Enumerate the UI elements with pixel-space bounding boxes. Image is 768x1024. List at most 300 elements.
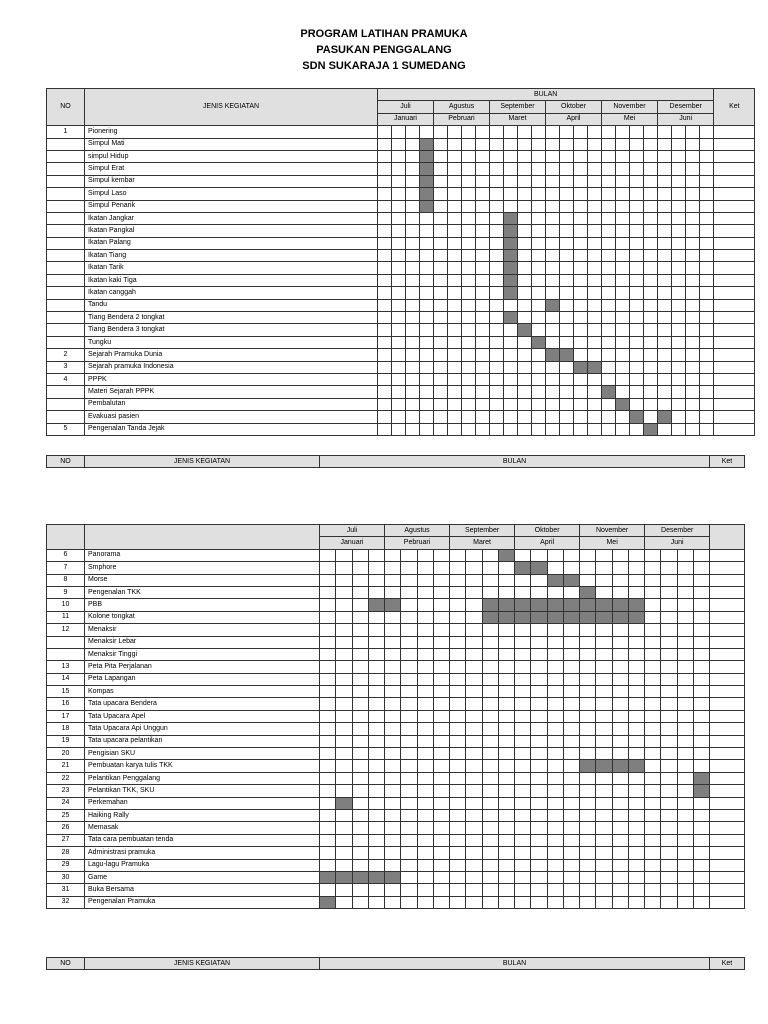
week-cell	[628, 871, 644, 883]
week-cell	[531, 785, 547, 797]
week-cell	[434, 212, 448, 224]
week-cell	[672, 398, 686, 410]
footer-ket: Ket	[710, 958, 745, 970]
week-cell	[406, 175, 420, 187]
week-cell	[630, 126, 644, 138]
scheduled-week-cell	[385, 599, 401, 611]
table-row	[47, 361, 755, 373]
week-cell	[686, 336, 700, 348]
week-cell	[628, 896, 644, 908]
week-cell	[320, 599, 336, 611]
table-row	[47, 772, 745, 784]
week-cell	[645, 562, 661, 574]
ket-cell	[710, 624, 745, 636]
week-cell	[645, 785, 661, 797]
week-cell	[612, 797, 628, 809]
week-cell	[482, 636, 498, 648]
week-cell	[515, 710, 531, 722]
week-cell	[672, 188, 686, 200]
week-cell	[693, 710, 709, 722]
week-cell	[378, 262, 392, 274]
week-cell	[385, 847, 401, 859]
week-cell	[616, 188, 630, 200]
week-cell	[368, 611, 384, 623]
week-cell	[532, 274, 546, 286]
table-row	[47, 287, 755, 299]
week-cell	[518, 274, 532, 286]
week-cell	[560, 250, 574, 262]
week-cell	[434, 287, 448, 299]
week-cell	[352, 661, 368, 673]
week-cell	[385, 661, 401, 673]
week-cell	[602, 150, 616, 162]
activity-name: Pelantikan TKK, SKU	[85, 785, 320, 797]
week-cell	[490, 361, 504, 373]
week-cell	[574, 324, 588, 336]
week-cell	[563, 822, 579, 834]
week-cell	[518, 175, 532, 187]
week-cell	[580, 562, 596, 574]
row-number	[47, 336, 85, 348]
week-cell	[661, 562, 677, 574]
week-cell	[320, 586, 336, 598]
week-cell	[677, 859, 693, 871]
week-cell	[672, 386, 686, 398]
ket-cell	[710, 809, 745, 821]
month-header: Desember	[645, 525, 710, 537]
week-cell	[406, 361, 420, 373]
week-cell	[515, 797, 531, 809]
week-cell	[434, 250, 448, 262]
week-cell	[417, 772, 433, 784]
week-cell	[658, 349, 672, 361]
week-cell	[482, 748, 498, 760]
week-cell	[602, 336, 616, 348]
scheduled-week-cell	[498, 599, 514, 611]
row-number	[47, 312, 85, 324]
week-cell	[434, 324, 448, 336]
week-cell	[401, 636, 417, 648]
week-cell	[320, 636, 336, 648]
week-cell	[352, 834, 368, 846]
week-cell	[368, 859, 384, 871]
week-cell	[560, 423, 574, 435]
week-cell	[560, 225, 574, 237]
ket-cell	[714, 237, 755, 249]
week-cell	[462, 349, 476, 361]
week-cell	[612, 673, 628, 685]
week-cell	[417, 686, 433, 698]
week-cell	[433, 562, 449, 574]
table-row	[47, 661, 745, 673]
table-row	[47, 411, 755, 423]
week-cell	[612, 549, 628, 561]
week-cell	[434, 423, 448, 435]
week-cell	[588, 212, 602, 224]
week-cell	[628, 809, 644, 821]
week-cell	[686, 175, 700, 187]
week-cell	[385, 760, 401, 772]
week-cell	[672, 237, 686, 249]
week-cell	[462, 250, 476, 262]
week-cell	[574, 163, 588, 175]
week-cell	[546, 175, 560, 187]
week-cell	[515, 809, 531, 821]
week-cell	[518, 225, 532, 237]
activity-name: Panorama	[85, 549, 320, 561]
week-cell	[462, 336, 476, 348]
week-cell	[504, 175, 518, 187]
week-cell	[628, 723, 644, 735]
week-cell	[420, 237, 434, 249]
week-cell	[574, 386, 588, 398]
ket-cell	[714, 126, 755, 138]
week-cell	[531, 686, 547, 698]
week-cell	[602, 188, 616, 200]
week-cell	[482, 834, 498, 846]
week-cell	[434, 312, 448, 324]
week-cell	[563, 735, 579, 747]
week-cell	[476, 287, 490, 299]
table-row	[47, 611, 745, 623]
week-cell	[401, 648, 417, 660]
week-cell	[433, 599, 449, 611]
week-cell	[417, 611, 433, 623]
week-cell	[462, 274, 476, 286]
row-number: 30	[47, 871, 85, 883]
scheduled-week-cell	[420, 175, 434, 187]
week-cell	[392, 312, 406, 324]
week-cell	[406, 262, 420, 274]
week-cell	[616, 175, 630, 187]
row-number	[47, 150, 85, 162]
week-cell	[628, 847, 644, 859]
week-cell	[448, 324, 462, 336]
week-cell	[466, 710, 482, 722]
week-cell	[645, 822, 661, 834]
week-cell	[677, 723, 693, 735]
row-number: 29	[47, 859, 85, 871]
week-cell	[588, 250, 602, 262]
week-cell	[518, 262, 532, 274]
week-cell	[661, 859, 677, 871]
footer-header-2	[46, 957, 745, 970]
week-cell	[531, 896, 547, 908]
week-cell	[368, 648, 384, 660]
week-cell	[616, 212, 630, 224]
week-cell	[498, 636, 514, 648]
week-cell	[498, 896, 514, 908]
week-cell	[392, 126, 406, 138]
week-cell	[352, 710, 368, 722]
week-cell	[547, 859, 563, 871]
week-cell	[532, 200, 546, 212]
scheduled-week-cell	[563, 611, 579, 623]
row-number: 14	[47, 673, 85, 685]
scheduled-week-cell	[596, 599, 612, 611]
week-cell	[392, 398, 406, 410]
week-cell	[352, 698, 368, 710]
table-row	[47, 698, 745, 710]
week-cell	[448, 349, 462, 361]
week-cell	[628, 772, 644, 784]
week-cell	[661, 822, 677, 834]
activity-name: simpul Hidup	[85, 150, 378, 162]
week-cell	[686, 188, 700, 200]
week-cell	[612, 748, 628, 760]
activity-name: Tata upacara pelantikan	[85, 735, 320, 747]
week-cell	[466, 686, 482, 698]
week-cell	[563, 562, 579, 574]
week-cell	[401, 847, 417, 859]
week-cell	[700, 163, 714, 175]
week-cell	[433, 748, 449, 760]
week-cell	[630, 200, 644, 212]
week-cell	[580, 748, 596, 760]
week-cell	[368, 809, 384, 821]
week-cell	[401, 599, 417, 611]
week-cell	[616, 262, 630, 274]
week-cell	[518, 299, 532, 311]
week-cell	[602, 126, 616, 138]
week-cell	[401, 710, 417, 722]
week-cell	[450, 785, 466, 797]
ket-cell	[710, 859, 745, 871]
week-cell	[616, 423, 630, 435]
week-cell	[602, 274, 616, 286]
month-header: Juli	[378, 101, 434, 113]
month-header: Juni	[645, 537, 710, 549]
week-cell	[612, 859, 628, 871]
activity-name: Tiang Bendera 2 tongkat	[85, 312, 378, 324]
week-cell	[672, 312, 686, 324]
week-cell	[560, 312, 574, 324]
week-cell	[560, 274, 574, 286]
week-cell	[658, 126, 672, 138]
week-cell	[532, 361, 546, 373]
week-cell	[352, 624, 368, 636]
week-cell	[433, 772, 449, 784]
activity-name: Kompas	[85, 686, 320, 698]
scheduled-week-cell	[518, 324, 532, 336]
row-number: 12	[47, 624, 85, 636]
week-cell	[588, 423, 602, 435]
week-cell	[392, 188, 406, 200]
activity-name: Simpul Erat	[85, 163, 378, 175]
week-cell	[677, 847, 693, 859]
row-number	[47, 250, 85, 262]
week-cell	[448, 287, 462, 299]
week-cell	[560, 287, 574, 299]
month-header: Juni	[658, 113, 714, 125]
week-cell	[560, 126, 574, 138]
activity-name: Peta Pita Perjalanan	[85, 661, 320, 673]
week-cell	[378, 361, 392, 373]
table-row	[47, 398, 755, 410]
week-cell	[368, 661, 384, 673]
week-cell	[677, 648, 693, 660]
ket-cell	[714, 163, 755, 175]
row-number	[47, 175, 85, 187]
week-cell	[672, 163, 686, 175]
activity-name: Administrasi pramuka	[85, 847, 320, 859]
week-cell	[532, 138, 546, 150]
week-cell	[531, 636, 547, 648]
week-cell	[574, 336, 588, 348]
activity-name: Pengenalan Pramuka	[85, 896, 320, 908]
week-cell	[466, 884, 482, 896]
week-cell	[588, 274, 602, 286]
week-cell	[466, 648, 482, 660]
week-cell	[672, 287, 686, 299]
row-number: 23	[47, 785, 85, 797]
week-cell	[368, 834, 384, 846]
week-cell	[368, 735, 384, 747]
week-cell	[392, 175, 406, 187]
week-cell	[644, 163, 658, 175]
table-row	[47, 710, 745, 722]
week-cell	[515, 636, 531, 648]
week-cell	[368, 686, 384, 698]
scheduled-week-cell	[644, 423, 658, 435]
week-cell	[547, 549, 563, 561]
week-cell	[628, 574, 644, 586]
week-cell	[546, 138, 560, 150]
week-cell	[515, 760, 531, 772]
week-cell	[616, 250, 630, 262]
week-cell	[406, 349, 420, 361]
scheduled-week-cell	[482, 611, 498, 623]
week-cell	[320, 574, 336, 586]
week-cell	[433, 834, 449, 846]
week-cell	[547, 884, 563, 896]
week-cell	[336, 748, 352, 760]
week-cell	[450, 661, 466, 673]
table-row	[47, 324, 755, 336]
week-cell	[532, 411, 546, 423]
activity-name: Simpul Mati	[85, 138, 378, 150]
week-cell	[547, 673, 563, 685]
week-cell	[450, 710, 466, 722]
week-cell	[574, 250, 588, 262]
week-cell	[466, 896, 482, 908]
activity-name: Smphore	[85, 562, 320, 574]
week-cell	[336, 673, 352, 685]
week-cell	[661, 809, 677, 821]
week-cell	[490, 423, 504, 435]
week-cell	[420, 373, 434, 385]
table-row	[47, 847, 745, 859]
week-cell	[686, 386, 700, 398]
week-cell	[368, 748, 384, 760]
week-cell	[498, 710, 514, 722]
scheduled-week-cell	[546, 299, 560, 311]
week-cell	[385, 673, 401, 685]
week-cell	[476, 361, 490, 373]
row-number	[47, 636, 85, 648]
week-cell	[677, 884, 693, 896]
row-number: 13	[47, 661, 85, 673]
week-cell	[700, 200, 714, 212]
week-cell	[602, 138, 616, 150]
week-cell	[644, 287, 658, 299]
week-cell	[700, 373, 714, 385]
week-cell	[448, 386, 462, 398]
week-cell	[433, 723, 449, 735]
week-cell	[476, 373, 490, 385]
week-cell	[498, 859, 514, 871]
ket-cell	[714, 361, 755, 373]
week-cell	[378, 237, 392, 249]
activity-name: Ikatan canggah	[85, 287, 378, 299]
week-cell	[490, 262, 504, 274]
week-cell	[563, 871, 579, 883]
row-number: 3	[47, 361, 85, 373]
week-cell	[490, 349, 504, 361]
week-cell	[462, 299, 476, 311]
scheduled-week-cell	[515, 611, 531, 623]
week-cell	[518, 237, 532, 249]
week-cell	[476, 225, 490, 237]
week-cell	[588, 386, 602, 398]
week-cell	[450, 686, 466, 698]
week-cell	[630, 150, 644, 162]
header-kegiatan: JENIS KEGIATAN	[85, 89, 378, 126]
week-cell	[616, 126, 630, 138]
week-cell	[580, 735, 596, 747]
week-cell	[466, 549, 482, 561]
week-cell	[661, 834, 677, 846]
week-cell	[385, 785, 401, 797]
week-cell	[630, 274, 644, 286]
ket-cell	[714, 212, 755, 224]
week-cell	[336, 636, 352, 648]
row-number	[47, 163, 85, 175]
week-cell	[560, 163, 574, 175]
week-cell	[476, 237, 490, 249]
week-cell	[661, 772, 677, 784]
week-cell	[320, 760, 336, 772]
month-header: September	[490, 101, 546, 113]
week-cell	[385, 562, 401, 574]
week-cell	[476, 411, 490, 423]
week-cell	[560, 386, 574, 398]
week-cell	[448, 225, 462, 237]
week-cell	[352, 648, 368, 660]
week-cell	[482, 586, 498, 598]
week-cell	[588, 324, 602, 336]
week-cell	[547, 822, 563, 834]
week-cell	[612, 847, 628, 859]
activity-name: Pelantikan Penggalang	[85, 772, 320, 784]
week-cell	[406, 287, 420, 299]
week-cell	[602, 423, 616, 435]
week-cell	[644, 188, 658, 200]
table-row	[47, 373, 755, 385]
week-cell	[420, 126, 434, 138]
scheduled-week-cell	[596, 611, 612, 623]
scheduled-week-cell	[628, 611, 644, 623]
week-cell	[462, 175, 476, 187]
week-cell	[352, 586, 368, 598]
week-cell	[677, 760, 693, 772]
week-cell	[602, 299, 616, 311]
week-cell	[686, 225, 700, 237]
week-cell	[596, 549, 612, 561]
activity-name: Evakuasi pasien	[85, 411, 378, 423]
week-cell	[476, 126, 490, 138]
week-cell	[700, 212, 714, 224]
